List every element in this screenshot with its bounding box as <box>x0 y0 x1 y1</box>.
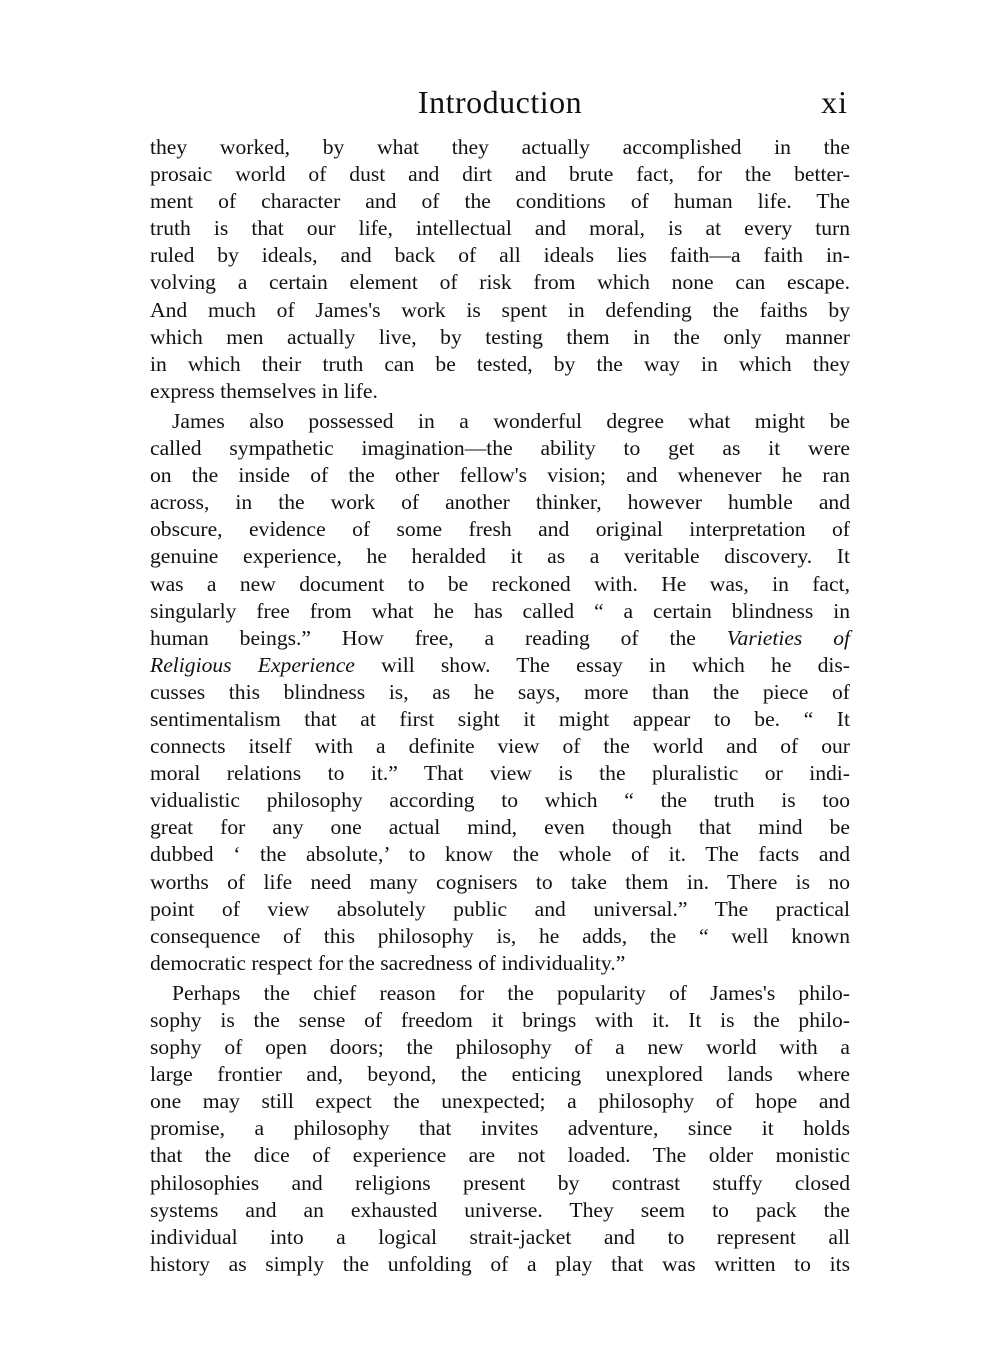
paragraph <box>150 980 850 1278</box>
text-line: truth is that our life, intellectual and moral, is at every turn <box>150 216 850 241</box>
text-line: sophy of open doors; the philosophy of a new world with a <box>150 1035 850 1060</box>
text-line: vidualistic philosophy according to which “ the truth is too <box>150 788 850 813</box>
text-line: prosaic world of dust and dirt and brute fact, for the better- <box>150 162 850 187</box>
text-line: great for any one actual mind, even though that mind be <box>150 815 850 840</box>
text-line: genuine experience, he heralded it as a veritable discovery. It <box>150 544 850 569</box>
text-line: on the inside of the other fellow's vision; and whenever he ran <box>150 463 850 488</box>
text-line: point of view absolutely public and universal.” The practical <box>150 896 850 921</box>
book-page <box>150 84 850 1278</box>
chapter-title: Introduction <box>417 84 583 120</box>
text-line: sentimentalism that at first sight it might appear to be. “ It <box>150 706 850 731</box>
text-line: dubbed ‘ the absolute,’ to know the whole of it. The facts and <box>150 842 850 867</box>
text-line: ruled by ideals, and back of all ideals lies faith—a faith in- <box>150 243 850 268</box>
text-line: in which their truth can be tested, by the way in which they <box>150 351 850 376</box>
body-text <box>150 134 850 1278</box>
text-line: called sympathetic imagination—the ability to get as it were <box>150 436 850 461</box>
text-line: across, in the work of another thinker, however humble and <box>150 490 850 515</box>
text-line: obscure, evidence of some fresh and original interpretation of <box>150 517 850 542</box>
paragraph <box>150 134 850 405</box>
text-line: Perhaps the chief reason for the popularity of James's philo- <box>172 980 850 1005</box>
running-head <box>150 84 850 128</box>
text-line: moral relations to it.” That view is the pluralistic or indi- <box>150 761 850 786</box>
text-line: was a new document to be reckoned with. He was, in fact, <box>150 571 850 596</box>
text-line: systems and an exhausted universe. They seem to pack the <box>150 1197 850 1222</box>
text-line: large frontier and, beyond, the enticing unexplored lands where <box>150 1062 850 1087</box>
text-line: philosophies and religions present by contrast stuffy closed <box>150 1170 850 1195</box>
text-line: which men actually live, by testing them in the only manner <box>150 324 850 349</box>
text-line <box>150 625 850 652</box>
page-number: xi <box>821 84 848 120</box>
text-line: James also possessed in a wonderful degree what might be <box>172 408 850 433</box>
text-line: one may still expect the unexpected; a philosophy of hope and <box>150 1089 850 1114</box>
text-line: cusses this blindness is, as he says, more than the piece of <box>150 679 850 704</box>
text-line: sophy is the sense of freedom it brings with it. It is the philo- <box>150 1008 850 1032</box>
text-run: human beings.” How free, a reading of the <box>150 625 727 650</box>
text-line: that the dice of experience are not loaded. The older monistic <box>150 1143 850 1168</box>
text-line: worths of life need many cognisers to take them in. There is no <box>150 869 850 894</box>
text-line: volving a certain element of risk from which none can escape. <box>150 270 850 295</box>
text-line: individual into a logical strait-jacket and to represent all <box>150 1224 850 1249</box>
text-line: history as simply the unfolding of a play that was written to its <box>150 1251 850 1276</box>
text-line: promise, a philosophy that invites adventure, since it holds <box>150 1116 850 1141</box>
text-line: singularly free from what he has called “ a certain blindness in <box>150 598 850 623</box>
text-run: will show. The essay in which he dis- <box>354 652 850 677</box>
text-line <box>150 652 850 679</box>
text-line: democratic respect for the sacredness of individuality.” <box>150 950 626 975</box>
text-line: they worked, by what they actually accomplished in the <box>150 135 850 159</box>
text-line: connects itself with a definite view of the world and of our <box>150 734 850 759</box>
text-line: ment of character and of the conditions of human life. The <box>150 189 850 214</box>
book-title-italic: Varieties of <box>726 625 850 650</box>
paragraph <box>150 408 850 977</box>
text-line: And much of James's work is spent in defending the faiths by <box>150 297 850 322</box>
text-line: consequence of this philosophy is, he adds, the “ well known <box>150 923 850 948</box>
book-title-italic: Religious Experience <box>150 652 355 677</box>
text-line: express themselves in life. <box>150 378 378 403</box>
